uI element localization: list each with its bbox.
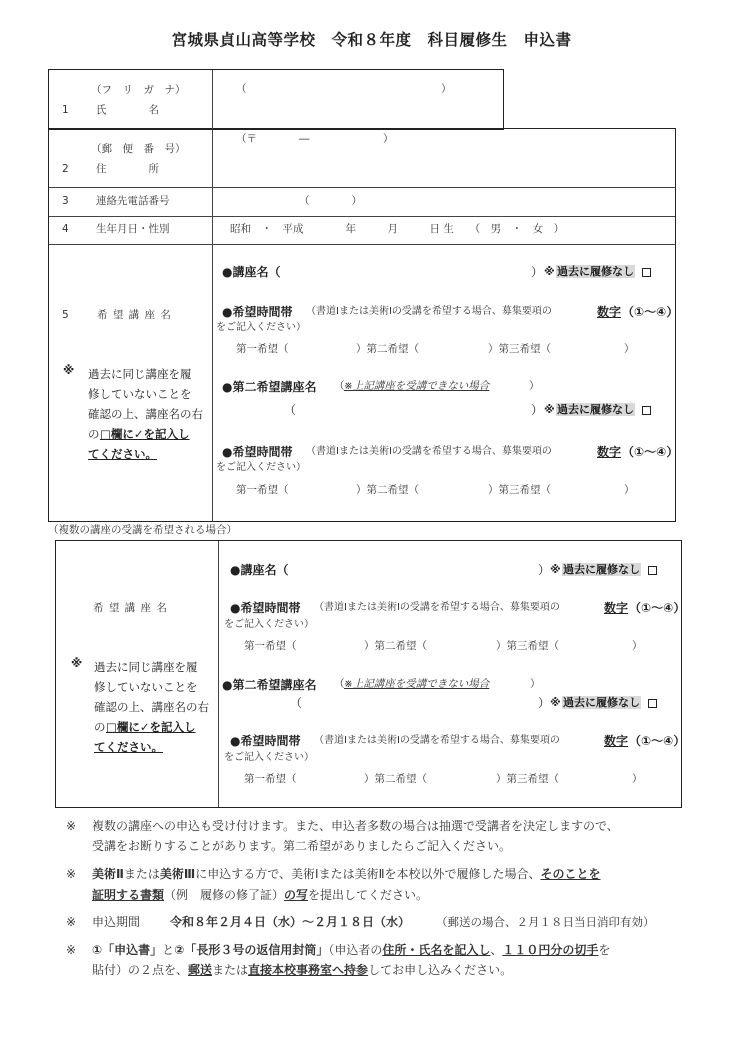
no-history-label: 過去に履修なし [563, 696, 640, 709]
second-choice-field[interactable]: ）第二希望（ [364, 640, 427, 652]
second-choice-field[interactable]: ）第二希望（ [356, 484, 419, 496]
phone-label: 連絡先電話番号 [96, 195, 170, 207]
multi-course-caption: （複数の講座の受講を希望される場合） [48, 524, 237, 536]
time-slot-label: ●希望時間帯 [222, 305, 293, 319]
phone-field[interactable]: （ ） [299, 195, 362, 207]
name-label: 氏 名 [96, 104, 159, 116]
row-divider [49, 244, 675, 245]
course-name-field[interactable] [306, 560, 534, 578]
third-choice-field[interactable]: ）第三希望（ [496, 640, 559, 652]
no-history-checkbox[interactable] [642, 268, 651, 277]
second-choice-field[interactable]: ）第二希望（ [364, 773, 427, 785]
page-title: 宮城県貞山高等学校 令和８年度 科目履修生 申込書 [171, 31, 572, 49]
first-choice-field[interactable]: 第一希望（ [244, 640, 297, 652]
course-name-label: ●講座名（ [222, 265, 281, 279]
third-choice-field[interactable]: ）第三希望（ [496, 773, 559, 785]
second-course-field[interactable] [296, 400, 524, 418]
second-choice-field[interactable]: ）第二希望（ [356, 343, 419, 355]
note-multiple: 複数の講座への申込も受け付けます。また、申込者多数の場合は抽選で受講者を決定しますので、 [92, 819, 619, 833]
third-choice-field[interactable]: ）第三希望（ [488, 343, 551, 355]
no-history-checkbox[interactable] [642, 406, 651, 415]
row-number: 3 [62, 195, 69, 207]
row-number: 5 [62, 309, 69, 321]
no-history-label: 過去に履修なし [563, 563, 640, 576]
course-label: 希 望 講 座 名 [97, 309, 172, 321]
label-divider [212, 70, 213, 521]
no-history-checkbox[interactable] [648, 699, 657, 708]
label-divider [218, 541, 219, 807]
no-history-label: 過去に履修なし [557, 403, 634, 416]
row-number: 2 [62, 163, 69, 175]
row-number: 1 [62, 104, 69, 116]
name-paren-close: ） [441, 83, 452, 95]
name-field[interactable] [225, 76, 495, 124]
row-number: 4 [62, 223, 69, 235]
no-history-label: 過去に履修なし [557, 265, 634, 278]
first-choice-field[interactable]: 第一希望（ [236, 484, 289, 496]
postal-code-field[interactable]: （〒 ― ） [236, 133, 394, 145]
second-course-label: ●第二希望講座名 [222, 380, 317, 394]
course-name-label: ●講座名（ [230, 563, 289, 577]
address-label: 住 所 [96, 163, 159, 175]
birthdate-gender-field[interactable]: 昭和 ・ 平成 年 月 日 生 （ 男 ・ 女 ） [230, 223, 565, 235]
second-course-label: ●第二希望講座名 [222, 678, 317, 692]
time-slot-label: ●希望時間帯 [230, 734, 301, 748]
time-slot-label: ●希望時間帯 [230, 601, 301, 615]
application-period-label: 申込期間 [92, 915, 141, 929]
first-choice-field[interactable]: 第一希望（ [236, 343, 289, 355]
furigana-label: （フ リ ガ ナ） [91, 84, 186, 96]
third-choice-field[interactable]: ）第三希望（ [488, 484, 551, 496]
postal-code-label: （郵 便 番 号） [91, 143, 186, 155]
note-art-proof: 美術Ⅱまたは美術Ⅲに申込する方で、美術Ⅰまたは美術Ⅱを本校以外で履修した場合、そのことを [92, 867, 601, 881]
course-name-field[interactable] [300, 262, 528, 280]
application-period: 令和８年２月４日（水）～２月１８日（水） [170, 915, 411, 929]
first-choice-field[interactable]: 第一希望（ [244, 773, 297, 785]
no-history-checkbox[interactable] [648, 566, 657, 575]
note-submission: ①「申込書」と②「長形３号の返信用封筒」（申込者の住所・氏名を記入し、１１０円分の切手を [92, 943, 611, 957]
time-slot-label: ●希望時間帯 [222, 445, 293, 459]
row-divider [49, 187, 675, 188]
name-paren-open: （ [236, 83, 247, 95]
second-course-field[interactable] [302, 693, 530, 711]
birthdate-gender-label: 生年月日・性別 [96, 223, 170, 235]
multi-course-label: 希 望 講 座 名 [93, 602, 168, 614]
row-divider [49, 216, 675, 217]
address-field[interactable] [225, 152, 665, 184]
